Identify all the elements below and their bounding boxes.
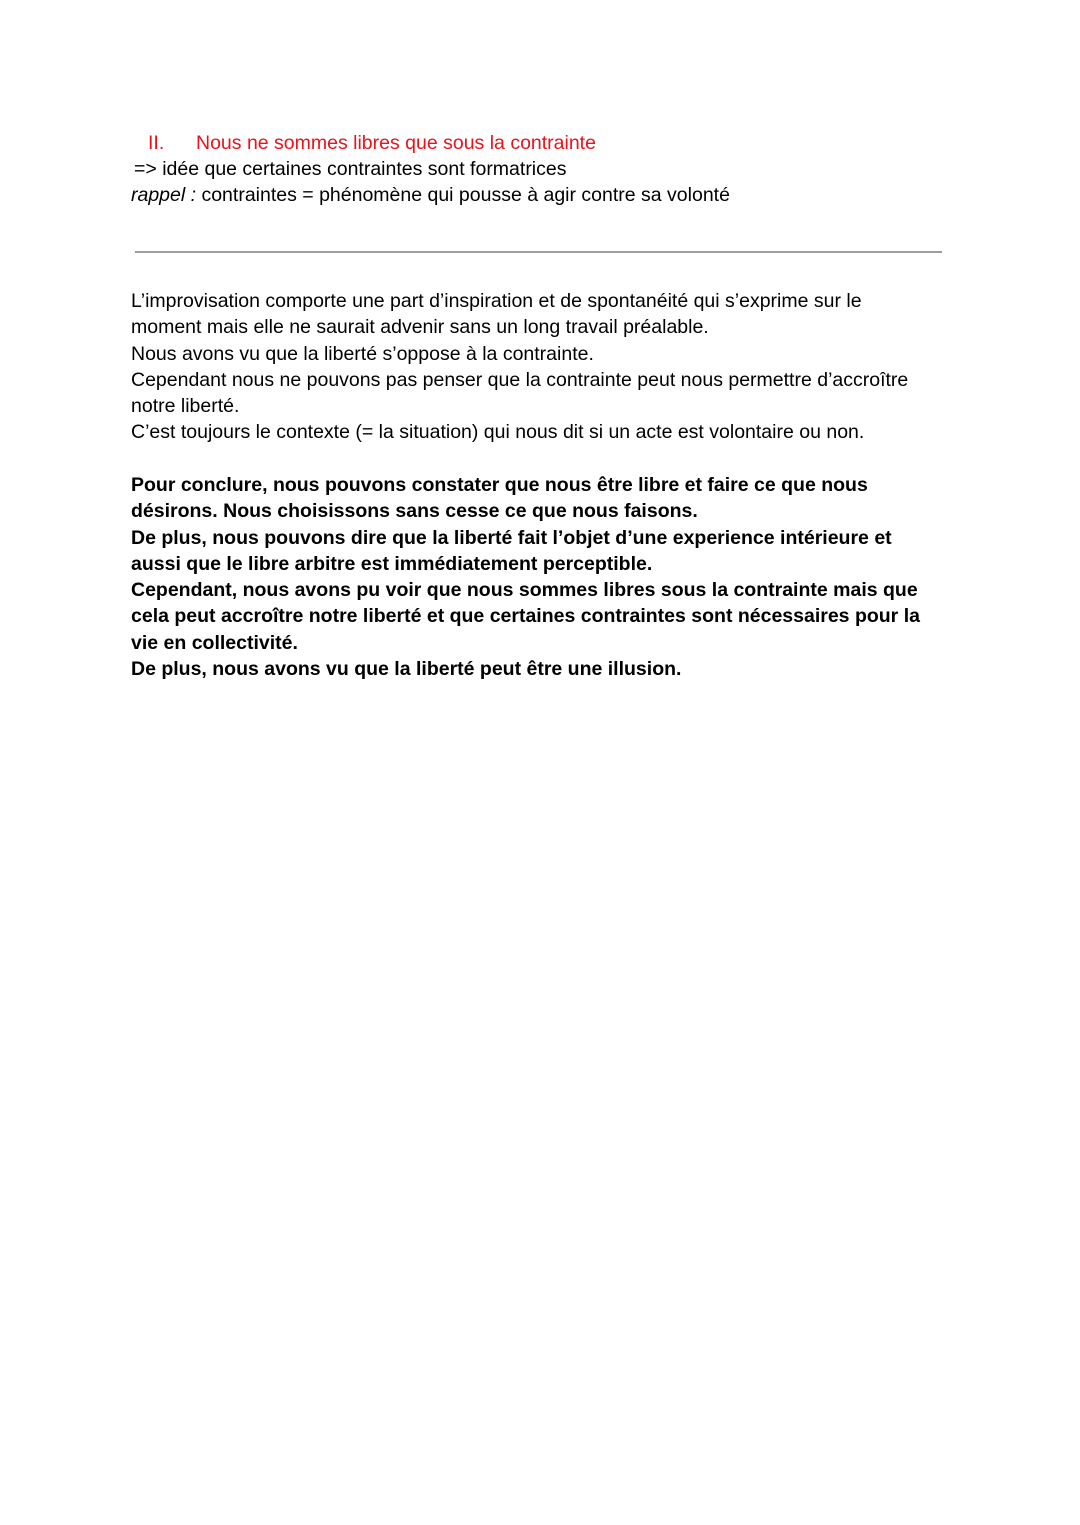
rappel-label: rappel : bbox=[131, 184, 197, 206]
conclusion-line: Pour conclure, nous pouvons constater que nous être libre et faire ce que nous bbox=[131, 474, 868, 496]
body-line: moment mais elle ne saurait advenir sans un long travail préalable. bbox=[131, 316, 709, 339]
section-title: Nous ne sommes libres que sous la contrainte bbox=[196, 132, 596, 154]
body-line: notre liberté. bbox=[131, 395, 240, 418]
idea-line: => idée que certaines contraintes sont formatrices bbox=[134, 158, 567, 180]
conclusion-line: cela peut accroître notre liberté et que certaines contraintes sont nécessaires pour la bbox=[131, 605, 920, 628]
section-number: II. bbox=[148, 132, 165, 154]
body-paragraph bbox=[131, 288, 908, 446]
conclusion-paragraph bbox=[131, 472, 920, 682]
conclusion-line: vie en collectivité. bbox=[131, 631, 298, 654]
conclusion-line: aussi que le libre arbitre est immédiatement perceptible. bbox=[131, 552, 653, 575]
conclusion-line: De plus, nous avons vu que la liberté peut être une illusion. bbox=[131, 658, 682, 681]
section-heading bbox=[148, 130, 596, 156]
body-line: Nous avons vu que la liberté s’oppose à la contrainte. bbox=[131, 342, 594, 365]
body-line: L’improvisation comporte une part d’inspiration et de spontanéité qui s’exprime sur le bbox=[131, 290, 862, 312]
rappel-line bbox=[131, 182, 730, 208]
conclusion-line: De plus, nous pouvons dire que la liberté fait l’objet d’une experience intérieure et bbox=[131, 526, 892, 549]
conclusion-line: Cependant, nous avons pu voir que nous sommes libres sous la contrainte mais que bbox=[131, 579, 918, 602]
body-line: Cependant nous ne pouvons pas penser que la contrainte peut nous permettre d’accroître bbox=[131, 368, 909, 391]
horizontal-separator bbox=[135, 251, 942, 253]
rappel-text: contraintes = phénomène qui pousse à agir contre sa volonté bbox=[196, 184, 730, 206]
conclusion-line: désirons. Nous choisissons sans cesse ce que nous faisons. bbox=[131, 500, 698, 523]
body-line: C’est toujours le contexte (= la situation) qui nous dit si un acte est volontaire ou non. bbox=[131, 421, 865, 444]
